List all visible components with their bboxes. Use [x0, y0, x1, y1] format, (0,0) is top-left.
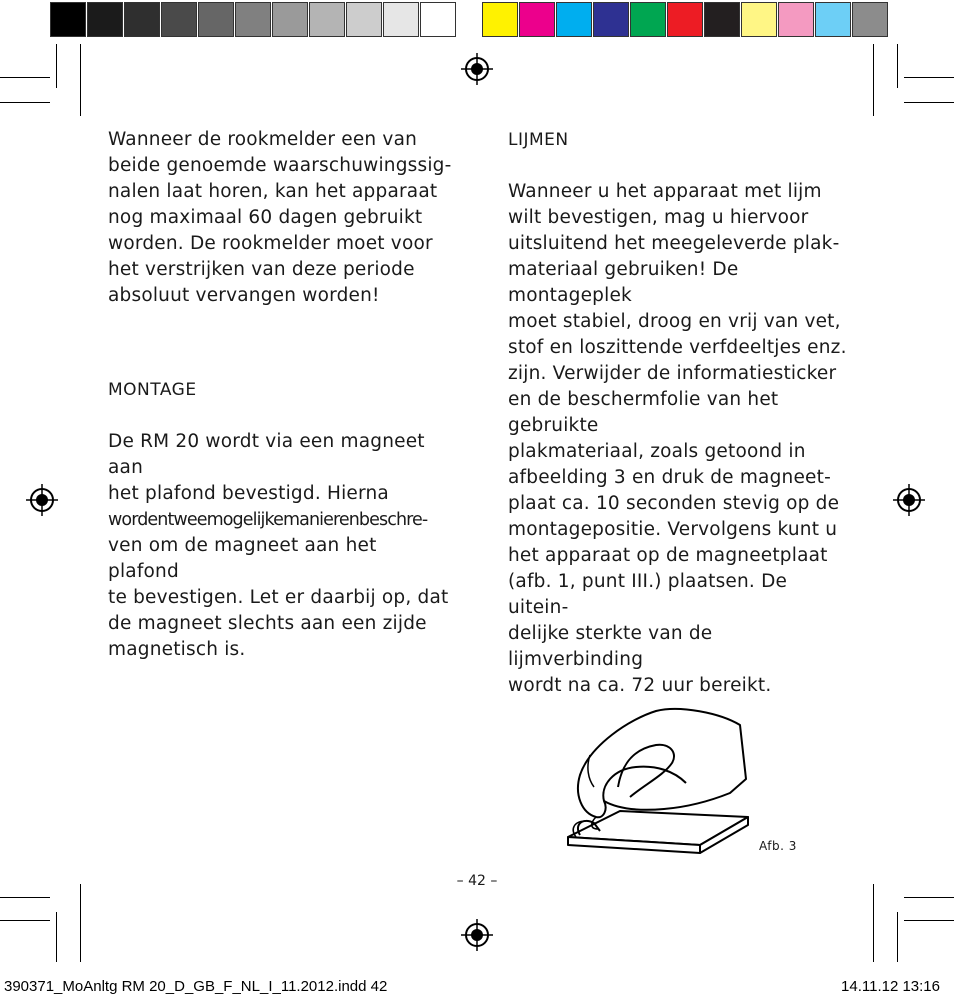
- warning-paragraph: Wanneer de rookmelder een van beide genoemde waarschuwingssig- nalen laat horen, kan het apparaat nog maximaal 60 dagen gebruikt worden. De rookmelder moet voor het verstrijken van deze periode absoluut vervangen worden!: [108, 129, 452, 306]
- registration-mark-icon: [461, 919, 493, 951]
- gray-swatch: [272, 2, 308, 37]
- gray-swatch: [87, 2, 123, 37]
- registration-mark-icon: [893, 484, 925, 516]
- process-color-swatch: [667, 2, 703, 37]
- page-number: – 42 –: [456, 873, 498, 889]
- crop-mark: [56, 912, 57, 962]
- process-color-swatch: [778, 2, 814, 37]
- montage-paragraph-part3: ven om de magneet aan het plafond te bevestigen. Let er daarbij op, dat de magneet slechts aan een zijde magnetisch is.: [108, 535, 449, 660]
- gray-swatch: [420, 2, 456, 37]
- process-color-swatch: [704, 2, 740, 37]
- crop-mark: [0, 920, 50, 921]
- hand-pressing-plate-illustration: [560, 705, 750, 860]
- left-column: [108, 127, 453, 663]
- process-color-swatch: [815, 2, 851, 37]
- gray-swatch: [124, 2, 160, 37]
- gray-swatch: [383, 2, 419, 37]
- crop-mark: [873, 884, 874, 962]
- crop-mark: [904, 77, 954, 78]
- process-color-swatch: [482, 2, 518, 37]
- crop-mark: [80, 44, 81, 116]
- crop-mark: [0, 102, 50, 103]
- montage-paragraph-part2: wordentweemogelijkemanierenbeschre-: [108, 510, 428, 530]
- crop-mark: [80, 884, 81, 962]
- process-color-swatch: [630, 2, 666, 37]
- gray-scale-color-bar: [50, 0, 457, 40]
- montage-paragraph-part1: De RM 20 wordt via een magneet aan het plafond bevestigd. Hierna: [108, 431, 425, 504]
- registration-mark-icon: [26, 484, 58, 516]
- figure-caption: Afb. 3: [759, 839, 797, 853]
- lijmen-heading: LIJMEN: [508, 130, 569, 150]
- crop-mark: [0, 897, 50, 898]
- crop-mark: [0, 77, 50, 78]
- gray-swatch: [309, 2, 345, 37]
- crop-mark: [897, 912, 898, 962]
- crop-mark: [897, 44, 898, 88]
- gray-swatch: [161, 2, 197, 37]
- process-color-swatch: [593, 2, 629, 37]
- crop-mark: [904, 897, 954, 898]
- gray-swatch: [346, 2, 382, 37]
- process-color-swatch: [519, 2, 555, 37]
- footer-timestamp: 14.11.12 13:16: [841, 978, 940, 995]
- crop-mark: [873, 44, 874, 116]
- process-color-swatch: [852, 2, 888, 37]
- gray-swatch: [198, 2, 234, 37]
- gray-swatch: [50, 2, 86, 37]
- right-column: [508, 127, 853, 699]
- gray-swatch: [235, 2, 271, 37]
- crop-mark: [56, 44, 57, 88]
- registration-mark-icon: [461, 53, 493, 85]
- process-color-bar: [482, 0, 889, 40]
- footer-filename: 390371_MoAnltg RM 20_D_GB_F_NL_I_11.2012.indd 42: [4, 978, 388, 995]
- lijmen-paragraph: Wanneer u het apparaat met lijm wilt bevestigen, mag u hiervoor uitsluitend het meegeleverde plak- materiaal gebruiken! De montageplek moet stabiel, droog en vrij van vet, stof en loszittende verfdeeltjes enz. zijn. Verwijder de informatiesticker en de beschermfolie van het gebruikte plakmateriaal, zoals getoond in afbeelding 3 en druk de magneet- plaat ca. 10 seconden stevig op de montagepositie. Vervolgens kunt u het apparaat op de magneetplaat (afb. 1, punt III.) plaatsen. De uitein- delijke sterkte van de lijmverbinding wordt na ca. 72 uur bereikt.: [508, 181, 847, 696]
- process-color-swatch: [741, 2, 777, 37]
- crop-mark: [904, 102, 954, 103]
- crop-mark: [904, 920, 954, 921]
- montage-heading: MONTAGE: [108, 380, 197, 400]
- process-color-swatch: [556, 2, 592, 37]
